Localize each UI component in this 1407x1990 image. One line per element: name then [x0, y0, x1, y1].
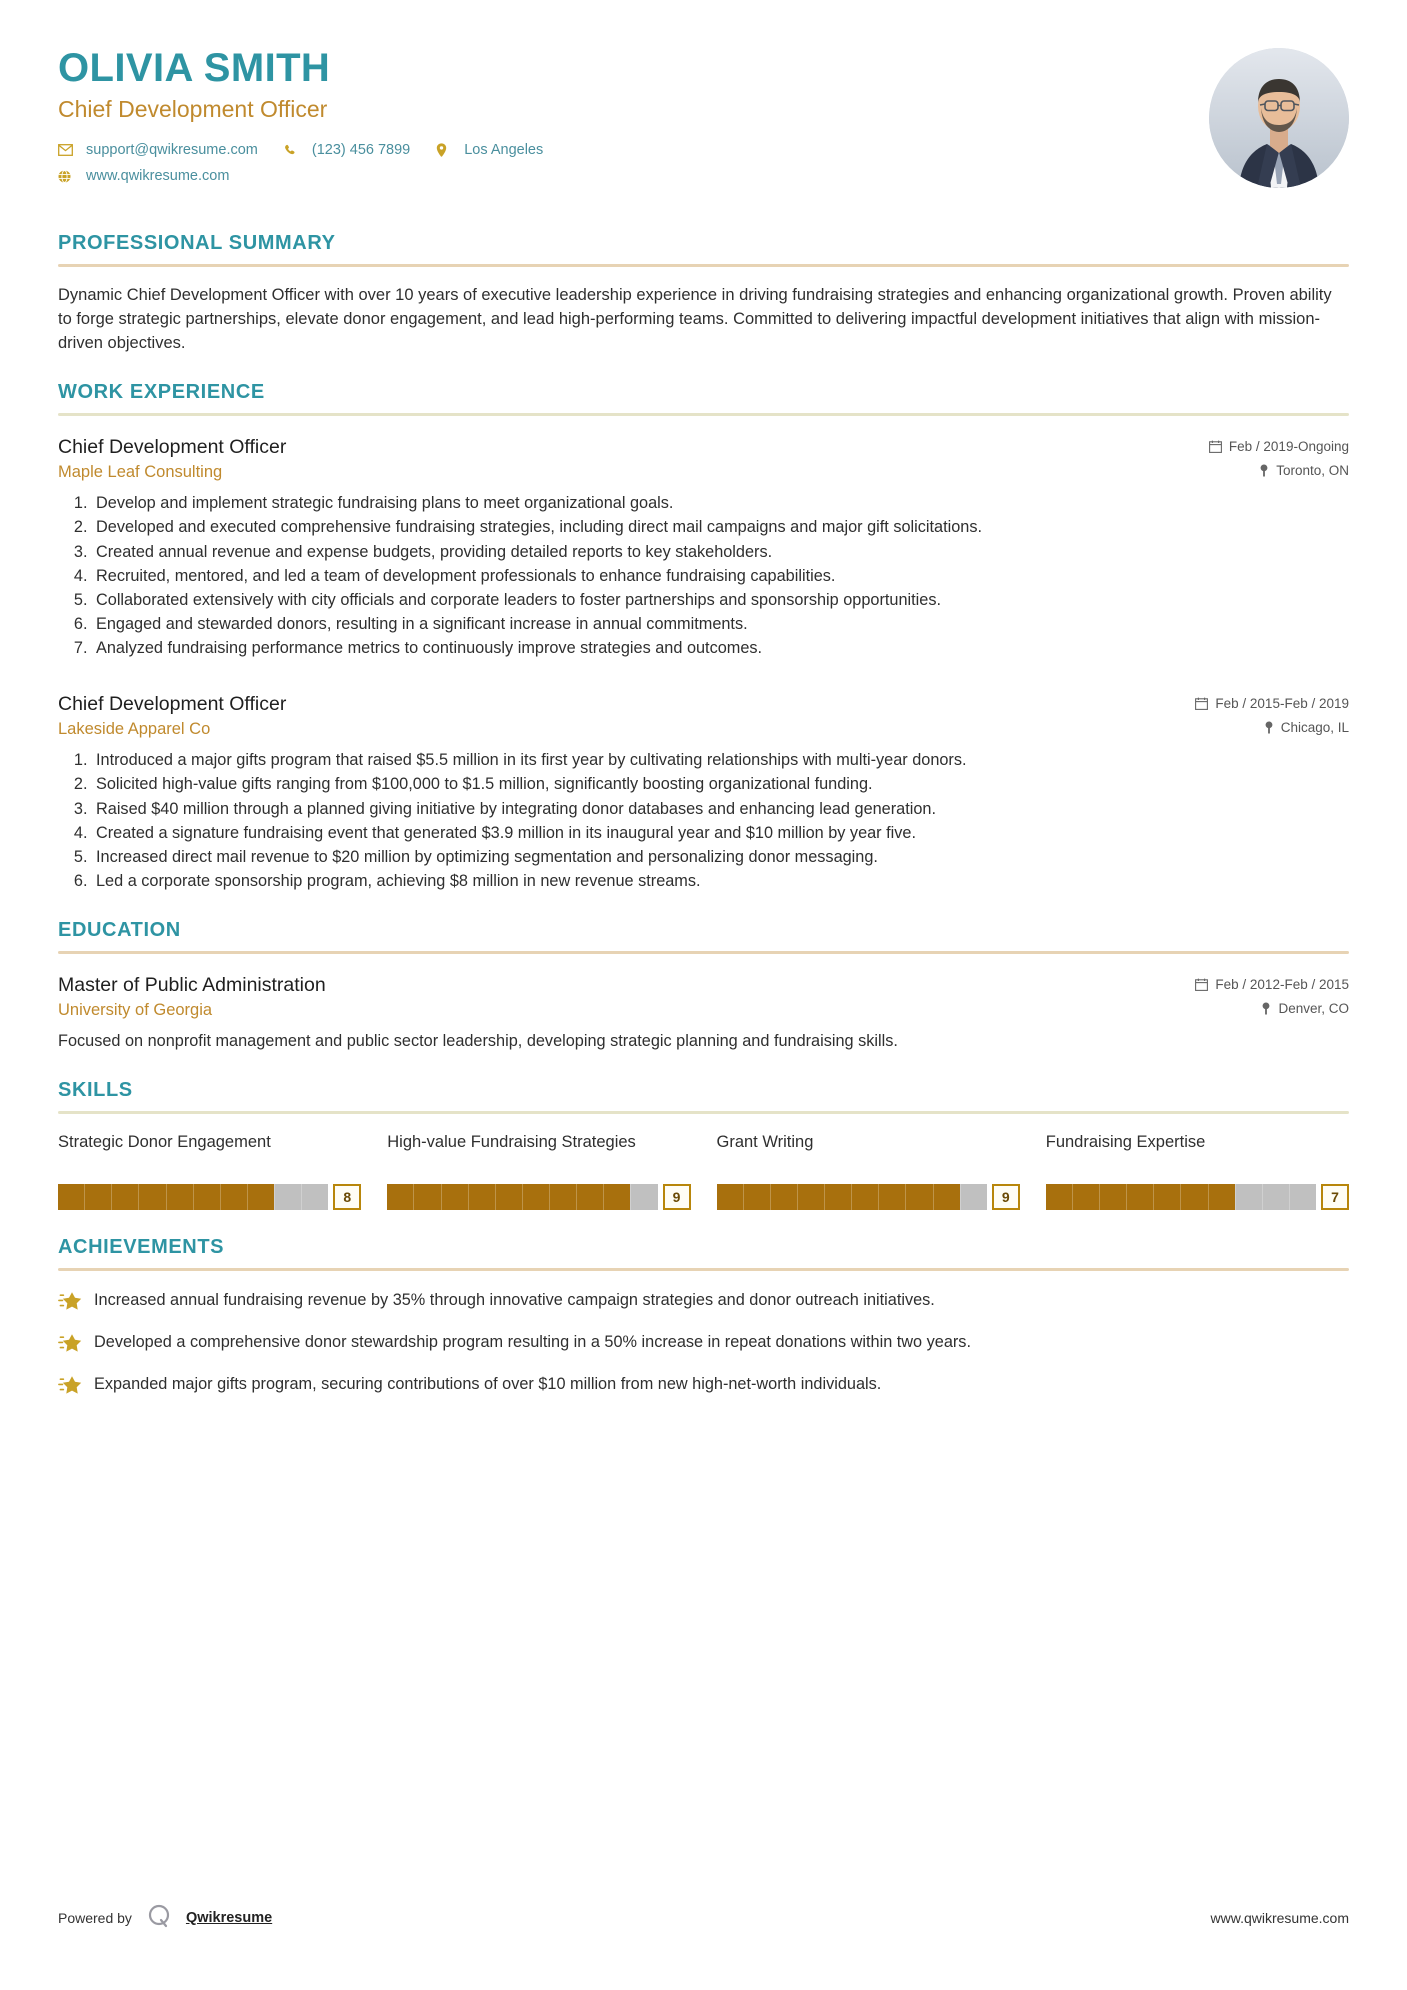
resume-header — [58, 46, 1349, 206]
avatar-photo — [1209, 48, 1349, 188]
experience-dates: Feb / 2015-Feb / 2019 — [1215, 696, 1349, 712]
skill-bar-row — [58, 1184, 361, 1210]
bullet-item: 4. Created a signature fundraising event that generated $3.9 million in its inaugural year and $10 million by year five. — [92, 822, 1349, 845]
summary-text: Dynamic Chief Development Officer with over 10 years of executive leadership experience in driving fundraising strategies and enhancing organizational growth. Proven ability to forge strategic partnerships, elevate donor engagement, and lead high-performing teams. Committed to delivering impactful development initiatives that align with mission-driven objectives. — [58, 286, 1332, 353]
experience-dates-wrap — [1209, 439, 1349, 454]
bullet-item: 2. Solicited high-value gifts ranging from $100,000 to $1.5 million, significantly boosting organizational funding. — [92, 773, 1349, 796]
section-divider — [58, 1111, 1349, 1114]
achievement-text: Increased annual fundraising revenue by 35% through innovative campaign strategies and donor outreach initiatives. — [94, 1291, 935, 1310]
skill-name: Grant Writing — [716, 1133, 814, 1152]
contact-phone[interactable] — [284, 142, 410, 158]
contact-line-primary — [58, 142, 1349, 158]
contact-location-text: Los Angeles — [464, 142, 544, 159]
section-divider — [58, 264, 1349, 267]
experience-bullets — [58, 492, 1349, 660]
education-location: Denver, CO — [1278, 1001, 1349, 1017]
achievement-text: Expanded major gifts program, securing contributions of over $10 million from new high-net-worth individuals. — [94, 1375, 882, 1394]
powered-by-label: Powered by — [58, 1909, 132, 1926]
bullet-item: 1. Develop and implement strategic fundraising plans to meet organizational goals. — [92, 492, 1349, 515]
section-title-education: EDUCATION — [58, 919, 181, 942]
location-pin-icon — [1259, 464, 1269, 477]
education-dates: Feb / 2012-Feb / 2015 — [1215, 977, 1349, 993]
bullet-item: 3. Raised $40 million through a planned giving initiative by integrating donor databases and enhancing lead generation. — [92, 798, 1349, 821]
skill-name: Strategic Donor Engagement — [58, 1133, 271, 1152]
calendar-icon — [1209, 440, 1222, 453]
skill-bar — [387, 1184, 657, 1210]
experience-company: Lakeside Apparel Co — [58, 720, 211, 739]
skill-bar-row — [717, 1184, 1020, 1210]
bullet-item: 1. Introduced a major gifts program that raised $5.5 million in its first year by cultivating relationships with multi-year donors. — [92, 749, 1349, 772]
candidate-job-title: Chief Development Officer — [58, 95, 328, 122]
section-title-achievements: ACHIEVEMENTS — [58, 1236, 225, 1259]
star-icon — [58, 1291, 90, 1313]
bullet-item: 5. Increased direct mail revenue to $20 million by optimizing segmentation and personalizing donor messaging. — [92, 846, 1349, 869]
calendar-icon — [1195, 697, 1208, 710]
skill-item — [58, 1132, 361, 1210]
bullet-item: 3. Created annual revenue and expense budgets, providing detailed reports to key stakeholders. — [92, 541, 1349, 564]
contact-info — [58, 142, 1349, 184]
experience-entry — [58, 693, 1349, 893]
location-pin-icon — [1264, 721, 1274, 734]
skill-item — [387, 1132, 690, 1210]
section-divider — [58, 413, 1349, 416]
page-footer — [58, 1903, 1349, 1932]
footer-website[interactable]: www.qwikresume.com — [1210, 1909, 1349, 1926]
experience-location-wrap — [1259, 463, 1349, 478]
avatar — [1209, 48, 1349, 188]
experience-entry — [58, 436, 1349, 660]
skill-score: 8 — [333, 1184, 361, 1210]
bullet-item: 7. Analyzed fundraising performance metrics to continuously improve strategies and outcomes. — [92, 637, 1349, 660]
education-entry — [58, 974, 1349, 1053]
education-degree: Master of Public Administration — [58, 974, 326, 997]
education-school: University of Georgia — [58, 1001, 213, 1020]
qwikresume-logo-icon — [146, 1903, 172, 1932]
skill-score: 9 — [663, 1184, 691, 1210]
achievement-text: Developed a comprehensive donor stewardship program resulting in a 50% increase in repeat donations within two years. — [94, 1333, 971, 1352]
candidate-name: OLIVIA SMITH — [58, 46, 331, 90]
experience-dates-wrap — [1195, 696, 1349, 711]
section-divider — [58, 951, 1349, 954]
skill-score: 7 — [1321, 1184, 1349, 1210]
contact-phone-text: (123) 456 7899 — [311, 142, 411, 159]
section-skills — [58, 1079, 1349, 1210]
star-icon — [58, 1333, 90, 1355]
skill-name: Fundraising Expertise — [1045, 1133, 1206, 1152]
skills-grid — [58, 1132, 1349, 1210]
skill-bar — [717, 1184, 987, 1210]
qwikresume-link[interactable]: Qwikresume — [185, 1909, 273, 1926]
achievement-item — [58, 1289, 1349, 1313]
skill-score: 9 — [992, 1184, 1020, 1210]
bullet-item: 6. Engaged and stewarded donors, resulting in a significant increase in annual commitments. — [92, 613, 1349, 636]
contact-website-text: www.qwikresume.com — [86, 168, 230, 185]
experience-location: Toronto, ON — [1276, 463, 1349, 479]
map-pin-icon — [436, 143, 456, 157]
achievements-list — [58, 1289, 1349, 1397]
education-dates-wrap — [1195, 977, 1349, 992]
section-title-experience: WORK EXPERIENCE — [58, 381, 265, 404]
bullet-item: 2. Developed and executed comprehensive fundraising strategies, including direct mail campaigns and major gift solicitations. — [92, 516, 1349, 539]
section-achievements — [58, 1236, 1349, 1397]
skill-bar-row — [387, 1184, 690, 1210]
section-title-skills: SKILLS — [58, 1079, 133, 1102]
experience-location-wrap — [1264, 720, 1349, 735]
section-professional-summary — [58, 232, 1349, 355]
section-work-experience — [58, 381, 1349, 893]
bullet-item: 6. Led a corporate sponsorship program, achieving $8 million in new revenue streams. — [92, 870, 1349, 893]
globe-icon — [58, 170, 78, 183]
bullet-item: 5. Collaborated extensively with city officials and corporate leaders to foster partnerships and sponsorship opportunities. — [92, 589, 1349, 612]
location-pin-icon — [1261, 1002, 1271, 1015]
experience-role: Chief Development Officer — [58, 693, 287, 716]
envelope-icon — [58, 144, 78, 156]
education-description: Focused on nonprofit management and public sector leadership, developing strategic planning and fundraising skills. — [58, 1032, 898, 1051]
calendar-icon — [1195, 978, 1208, 991]
skill-name: High-value Fundraising Strategies — [387, 1133, 636, 1152]
section-education — [58, 919, 1349, 1053]
footer-branding — [58, 1903, 272, 1932]
skill-bar-row — [1046, 1184, 1349, 1210]
section-divider — [58, 1268, 1349, 1271]
achievement-item — [58, 1331, 1349, 1355]
contact-website[interactable] — [58, 168, 229, 184]
experience-dates: Feb / 2019-Ongoing — [1228, 439, 1349, 455]
bullet-item: 4. Recruited, mentored, and led a team of development professionals to enhance fundraising capabilities. — [92, 565, 1349, 588]
section-title-summary: PROFESSIONAL SUMMARY — [58, 232, 336, 254]
experience-location: Chicago, IL — [1280, 720, 1349, 736]
education-location-wrap — [1261, 1001, 1349, 1016]
contact-location — [436, 142, 543, 158]
experience-company: Maple Leaf Consulting — [58, 463, 223, 482]
achievement-item — [58, 1373, 1349, 1397]
contact-email-text: support@qwikresume.com — [86, 142, 258, 159]
skill-item — [1046, 1132, 1349, 1210]
skill-bar — [1046, 1184, 1316, 1210]
contact-line-secondary — [58, 168, 1349, 184]
experience-bullets — [58, 749, 1349, 893]
experience-role: Chief Development Officer — [58, 436, 287, 459]
contact-email[interactable] — [58, 142, 258, 158]
skill-item — [717, 1132, 1020, 1210]
star-icon — [58, 1375, 90, 1397]
phone-icon — [284, 144, 304, 157]
skill-bar — [58, 1184, 328, 1210]
